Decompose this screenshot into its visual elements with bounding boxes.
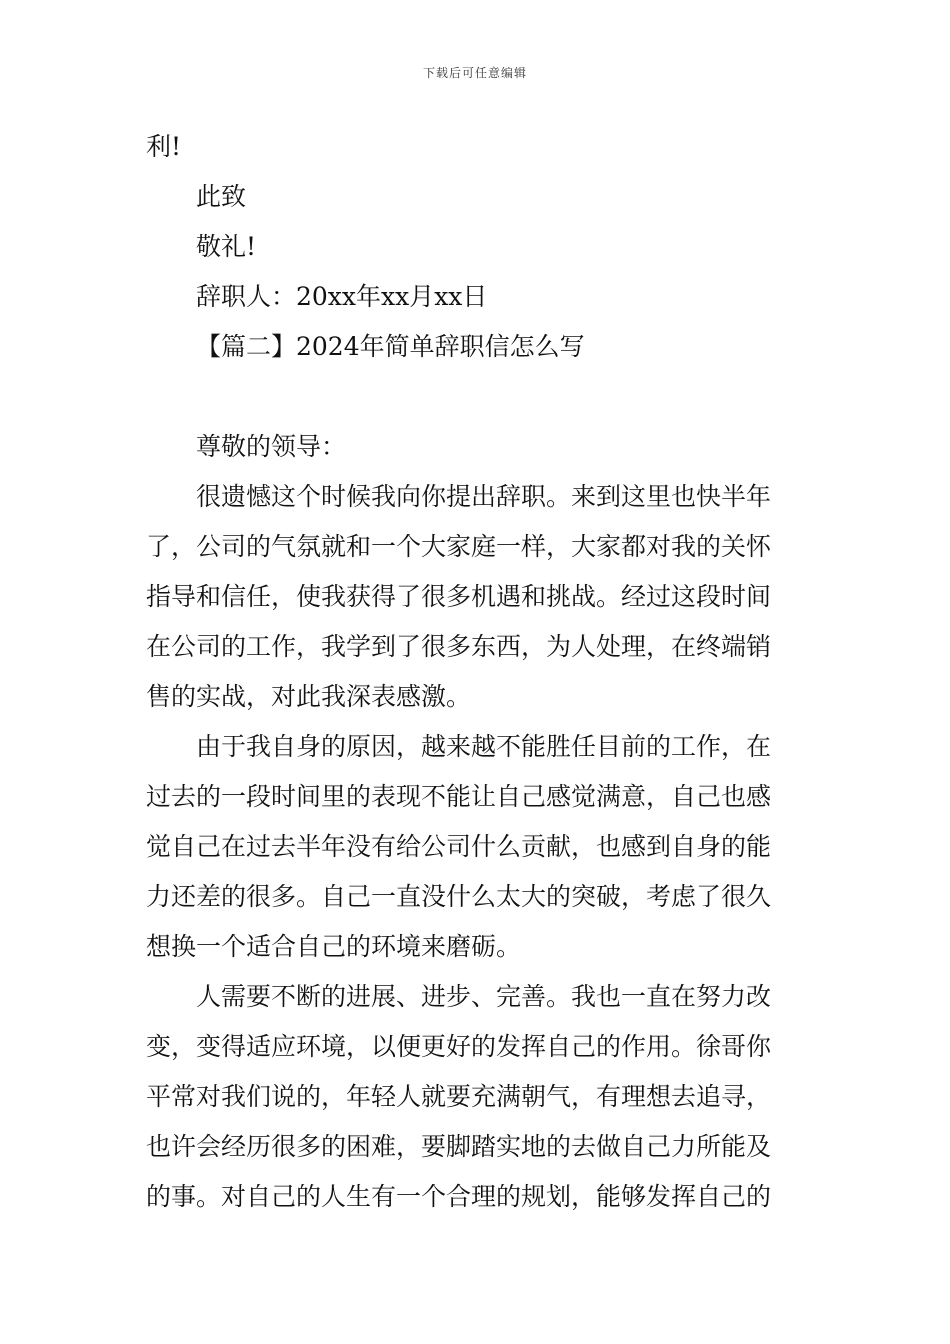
- paragraph-line: 人需要不断的进展、进步、完善。我也一直在努力改: [196, 982, 772, 1011]
- paragraph-line: 也许会经历很多的困难，要脚踏实地的去做自己力所能及: [146, 1132, 772, 1161]
- text-line: 利!: [146, 132, 182, 161]
- page-header: 下载后可任意编辑: [422, 66, 527, 80]
- paragraph-line: 售的实战，对此我深表感激。: [146, 682, 472, 711]
- paragraph-line: 变，变得适应环境，以便更好的发挥自己的作用。徐哥你: [146, 1032, 772, 1061]
- paragraph-line: 平常对我们说的，年轻人就要充满朝气，有理想去追寻，: [146, 1082, 772, 1111]
- paragraph-line: 的事。对自己的人生有一个合理的规划，能够发挥自己的: [146, 1182, 772, 1211]
- salutation-line: 敬礼!: [196, 232, 257, 261]
- paragraph-line: 觉自己在过去半年没有给公司什么贡献，也感到自身的能: [146, 832, 772, 861]
- paragraph-line: 很遗憾这个时候我向你提出辞职。来到这里也快半年: [196, 482, 772, 511]
- signature-line: 辞职人：20xx年xx月xx日: [196, 282, 488, 311]
- document-body: [146, 122, 806, 1222]
- closing-line: 此致: [196, 182, 247, 211]
- paragraph-line: 在公司的工作，我学到了很多东西，为人处理，在终端销: [146, 632, 772, 661]
- paragraph-line: 力还差的很多。自己一直没什么太大的突破，考虑了很久: [146, 882, 772, 911]
- paragraph-line: 由于我自身的原因，越来越不能胜任目前的工作，在: [196, 732, 772, 761]
- paragraph-line: 想换一个适合自己的环境来磨砺。: [146, 932, 522, 961]
- greeting-line: 尊敬的领导：: [196, 432, 347, 461]
- paragraph-line: 了，公司的气氛就和一个大家庭一样，大家都对我的关怀: [146, 532, 772, 561]
- paragraph-line: 指导和信任，使我获得了很多机遇和挑战。经过这段时间: [146, 582, 772, 611]
- paragraph-line: 过去的一段时间里的表现不能让自己感觉满意，自己也感: [146, 782, 772, 811]
- blank-line: [146, 372, 806, 422]
- section-heading: 【篇二】2024年简单辞职信怎么写: [196, 332, 585, 361]
